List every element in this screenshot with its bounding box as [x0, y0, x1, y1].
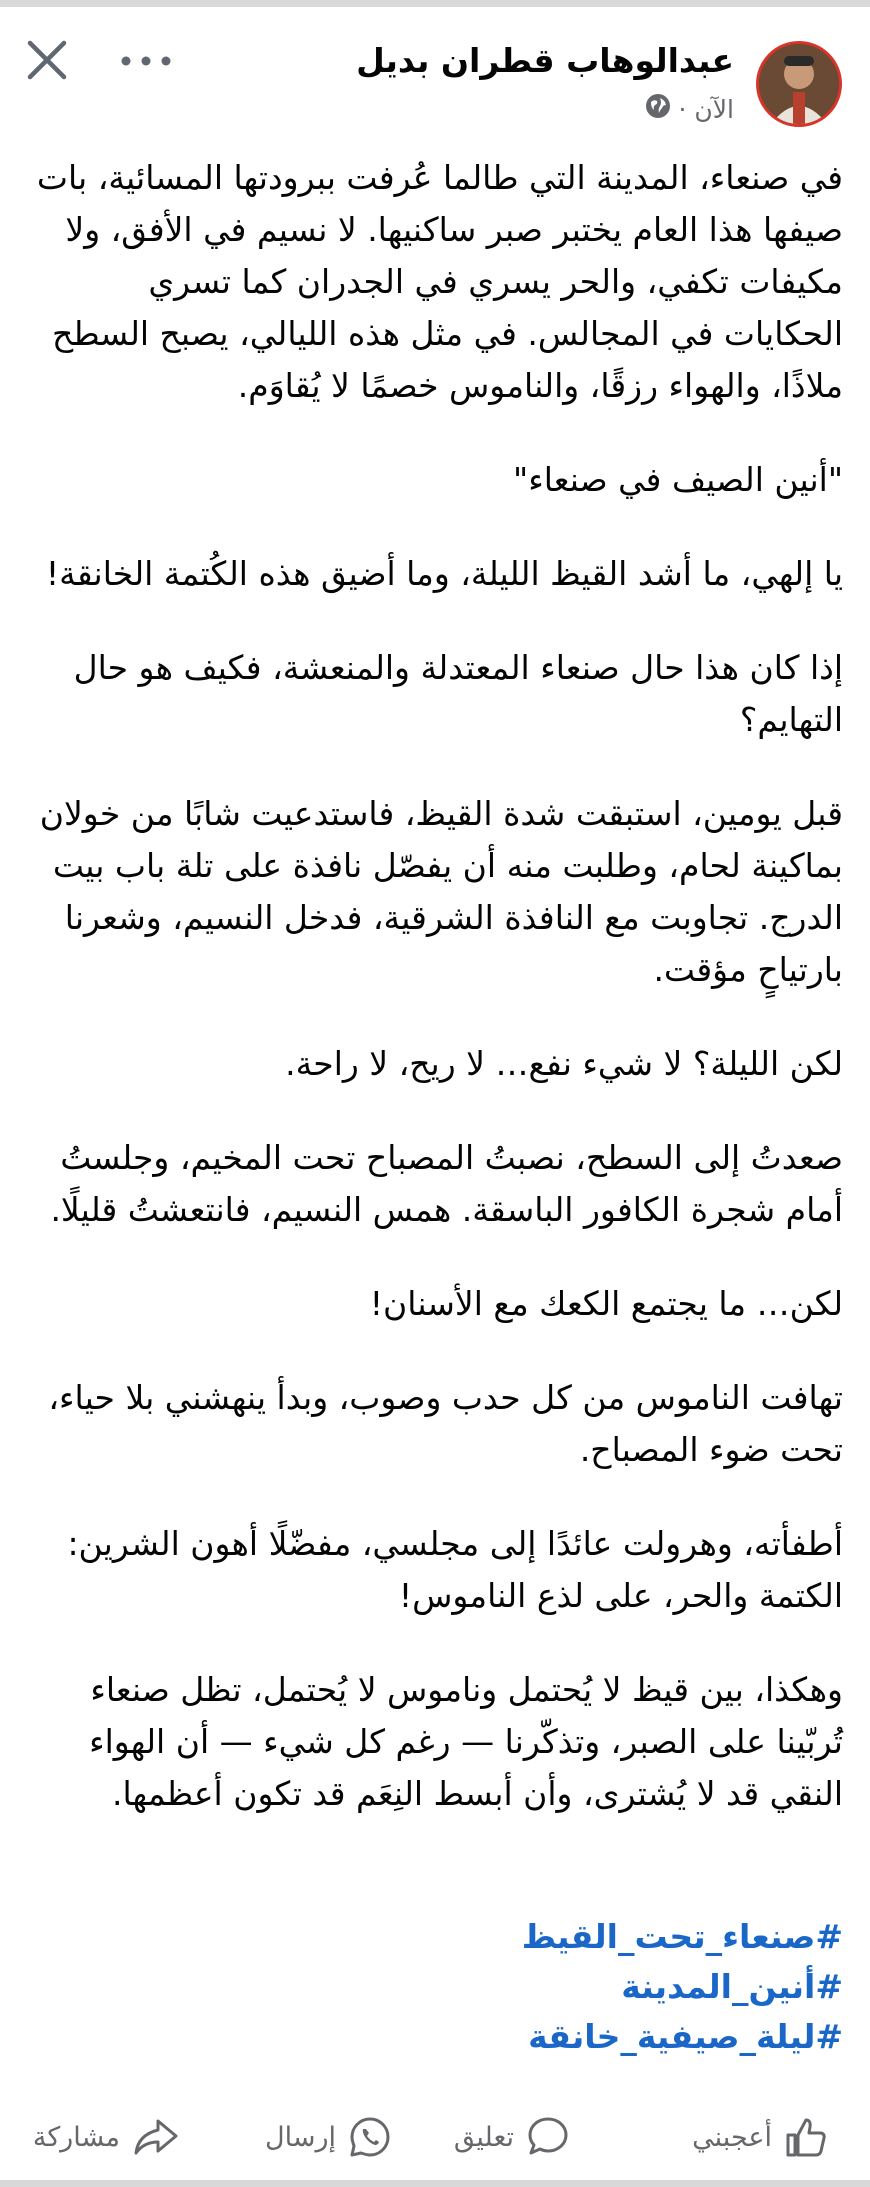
send-button[interactable] [265, 2107, 392, 2167]
post-time: الآن · [678, 94, 734, 124]
post-paragraph: وهكذا، بين قيظ لا يُحتمل وناموس لا يُحتمل، تظل صنعاء تُربّينا على الصبر، وتذكّرنا — رغم كل شيء — أن الهواء النقي قد لا يُشترى، وأن أبسط النِعَم قد تكون أعظمها. [89, 1670, 843, 1813]
post-paragraph: قبل يومين، استبقت شدة القيظ، فاستدعيت شابًا من خولان بماكينة لحام، وطلبت منه أن يفصّل نافذة على تلة باب بيت الدرج. تجاوبت مع النافذة الشرقية، فدخل النسيم، وشعرنا بارتياحٍ مؤقت. [39, 794, 843, 989]
thumbs-up-icon [784, 2115, 828, 2159]
post-paragraph: تهافت الناموس من كل حدب وصوب، وبدأ ينهشني بلا حياء، تحت ضوء المصباح. [48, 1378, 843, 1469]
like-label: أعجبني [692, 2121, 772, 2153]
post-paragraph: في صنعاء، المدينة التي طالما عُرفت ببرودتها المسائية، بات صيفها هذا العام يختبر صبر ساكنيها. لا نسيم في الأفق، ولا مكيفات تكفي، والحر يسري في الجدران كما تسري الحكايات في المجالس. في مثل هذه الليالي، يصبح السطح ملاذًا، والهواء رزقًا، والناموس خصمًا لا يُقاوَم. [36, 158, 843, 405]
hashtag-list [30, 1912, 843, 2062]
post-paragraph: صعدتُ إلى السطح، نصبتُ المصباح تحت المخيم، وجلستُ أمام شجرة الكافور الباسقة. همس النسيم، فانتعشتُ قليلًا. [50, 1138, 843, 1229]
post-card [0, 7, 870, 2180]
post-paragraph: إذا كان هذا حال صنعاء المعتدلة والمنعشة، فكيف هو حال التهايم؟ [73, 648, 843, 739]
avatar[interactable] [756, 41, 842, 127]
comment-button[interactable] [454, 2107, 570, 2167]
author-name[interactable]: عبدالوهاب قطران بديل [356, 41, 734, 80]
post-body [30, 152, 843, 1862]
close-icon[interactable] [22, 35, 72, 85]
post-paragraph: يا إلهي، ما أشد القيظ الليلة، وما أضيق هذه الكُتمة الخانقة! [45, 554, 843, 593]
post-paragraph: أطفأته، وهرولت عائدًا إلى مجلسي، مفضّلًا أهون الشرين: الكتمة والحر، على لذع الناموس! [67, 1524, 843, 1615]
post-paragraph: "أنين الصيف في صنعاء" [513, 460, 843, 499]
share-label: مشاركة [32, 2121, 120, 2153]
share-arrow-icon [132, 2115, 180, 2159]
comment-bubble-icon [526, 2115, 570, 2159]
globe-icon [645, 93, 671, 125]
like-button[interactable] [692, 2107, 828, 2167]
more-horizontal-icon[interactable] [118, 49, 174, 73]
whatsapp-icon [348, 2115, 392, 2159]
send-label: إرسال [264, 2121, 336, 2153]
hashtag-link[interactable]: #أنين_المدينة [621, 1967, 843, 2006]
action-bar [0, 2107, 870, 2167]
post-paragraph: لكن… ما يجتمع الكعك مع الأسنان! [369, 1284, 843, 1323]
post-paragraph: لكن الليلة؟ لا شيء نفع… لا ريح، لا راحة. [285, 1044, 843, 1083]
hashtag-link[interactable]: #صنعاء_تحت_القيظ [521, 1917, 843, 1956]
hashtag-link[interactable]: #ليلة_صيفية_خانقة [528, 2017, 843, 2056]
post-meta [645, 93, 734, 125]
post-header [22, 35, 842, 135]
share-button[interactable] [33, 2107, 180, 2167]
comment-label: تعليق [453, 2121, 514, 2153]
